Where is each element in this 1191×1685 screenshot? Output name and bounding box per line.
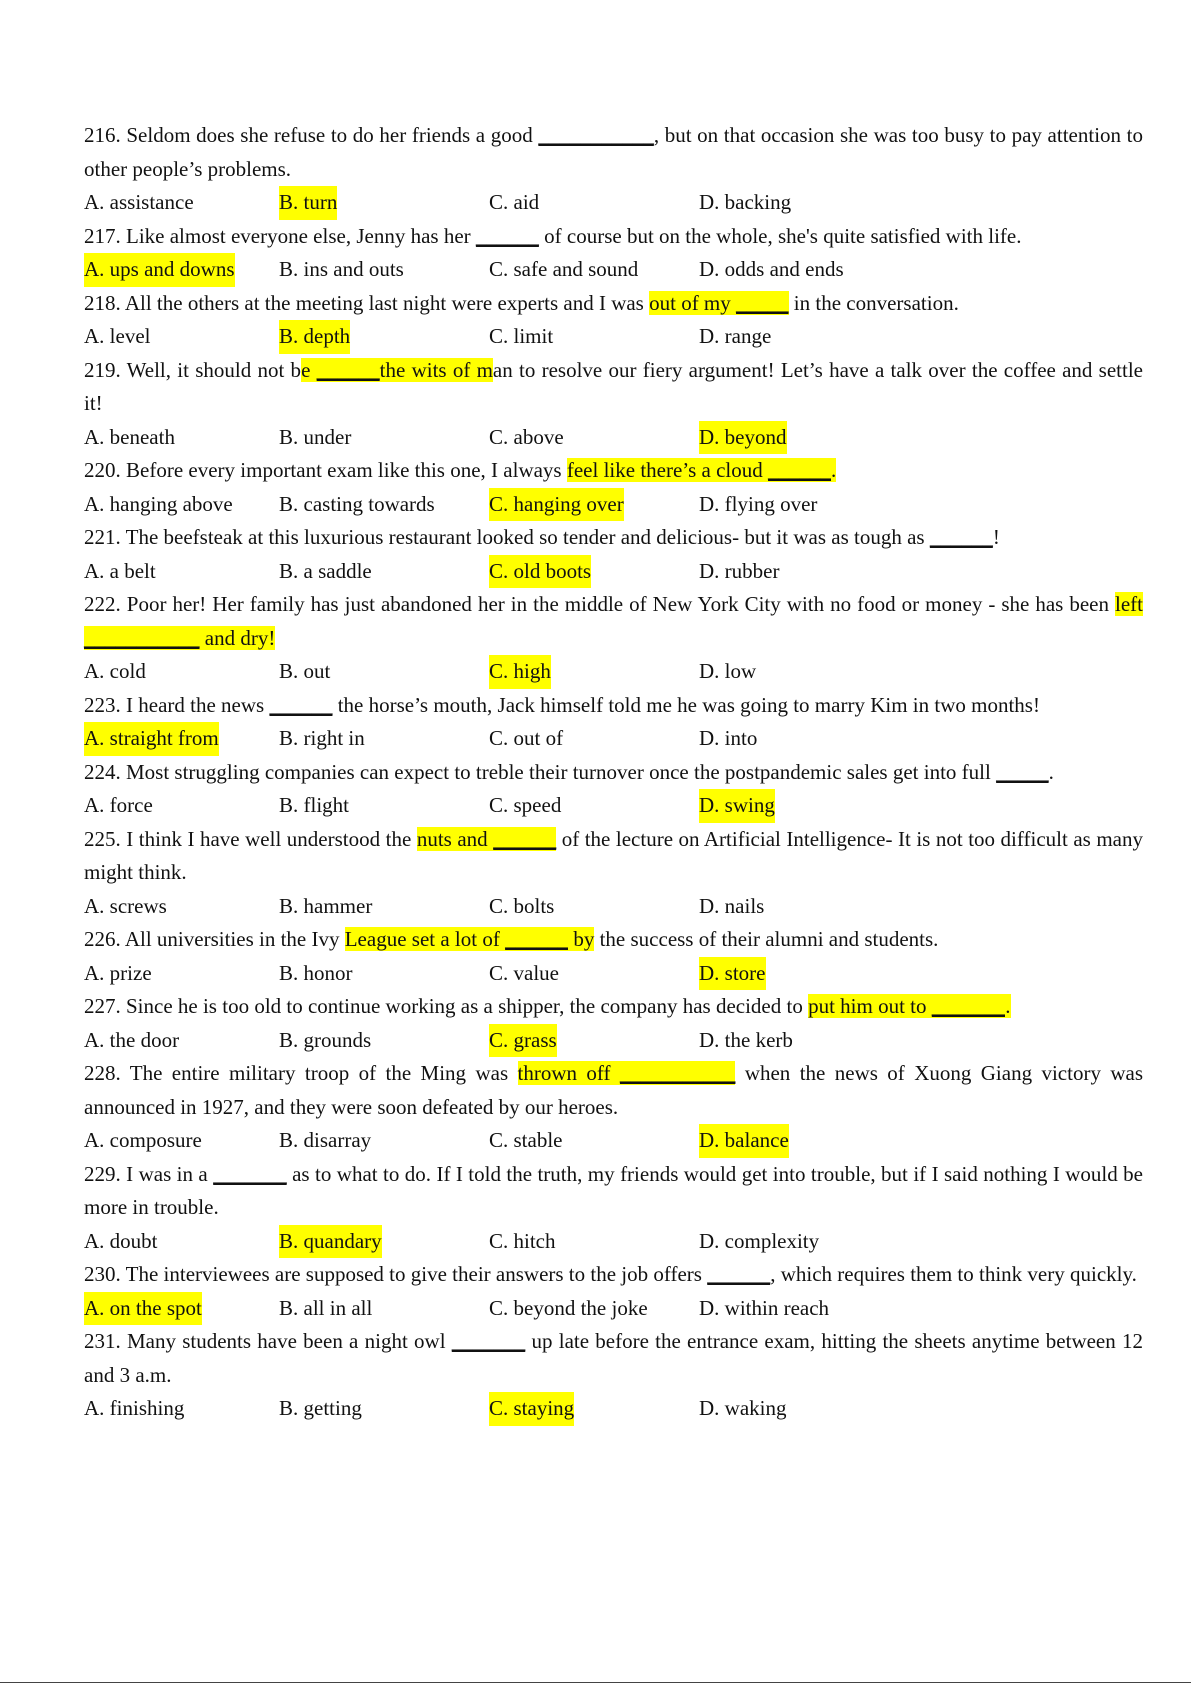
stem-text: . — [831, 458, 837, 482]
question-list — [84, 119, 1143, 1426]
stem-text: the success of their alumni and students. — [594, 927, 939, 951]
answer-blank: _____ — [736, 290, 789, 315]
options-row — [84, 1392, 1143, 1426]
stem-text: when the news of Xuong Giang victory was announced in 1927, and they were soon defeated by our heroes. — [84, 1061, 1144, 1119]
question-item — [84, 756, 1143, 823]
option-c-answer: C. old boots — [489, 555, 591, 589]
option-c-answer: C. staying — [489, 1392, 574, 1426]
option-d: D. rubber — [699, 558, 780, 583]
option-b: B. grounds — [279, 1027, 372, 1052]
stem-text: 226. All universities in the Ivy — [84, 927, 345, 951]
question-stem — [84, 521, 1143, 555]
options-row — [84, 1124, 1143, 1158]
options-row — [84, 1024, 1143, 1058]
question-stem — [84, 1158, 1143, 1225]
stem-text: 229. I was in a — [84, 1161, 214, 1186]
option-a: A. screws — [84, 893, 167, 918]
answer-blank: ___________ — [538, 123, 654, 147]
answer-blank: _____ — [996, 759, 1049, 784]
option-b-answer: B. quandary — [279, 1225, 382, 1259]
option-a: A. level — [84, 324, 151, 348]
option-a: A. a belt — [84, 558, 156, 583]
answer-blank: _______ — [931, 994, 1006, 1018]
answer-blank: ______ — [269, 692, 333, 717]
option-d: D. complexity — [699, 1228, 820, 1253]
option-c: C. above — [489, 424, 564, 449]
option-a: A. finishing — [84, 1396, 185, 1420]
question-stem — [84, 756, 1143, 790]
stem-text: of course but on the whole, she's quite satisfied with life. — [538, 223, 1022, 248]
options-row — [84, 655, 1143, 689]
question-item — [84, 287, 1143, 354]
option-b: B. under — [279, 424, 352, 449]
stem-text: , which requires them to think very quickly. — [770, 1262, 1137, 1286]
option-d: D. odds and ends — [699, 257, 844, 281]
options-row — [84, 890, 1143, 924]
option-b: B. getting — [279, 1396, 362, 1420]
option-d: D. the kerb — [699, 1027, 793, 1052]
question-stem — [84, 287, 1143, 321]
stem-text: e — [301, 357, 317, 382]
option-b: B. right in — [279, 726, 365, 750]
option-c-answer: C. grass — [489, 1024, 557, 1058]
stem-text: 230. The interviewees are supposed to give their answers to the job offers — [84, 1262, 708, 1286]
stem-text: 225. I think I have well understood the — [84, 826, 417, 851]
question-stem — [84, 454, 1143, 488]
option-b: B. flight — [279, 793, 350, 817]
stem-text: ! — [992, 525, 1000, 549]
question-stem — [84, 1258, 1143, 1292]
question-item — [84, 119, 1143, 220]
stem-text: . — [1048, 759, 1054, 784]
question-stem — [84, 923, 1143, 957]
options-row — [84, 488, 1143, 522]
question-item — [84, 1258, 1143, 1325]
stem-text: 228. The entire military troop of the Ming was — [84, 1061, 518, 1085]
question-stem — [84, 220, 1143, 254]
option-c: C. out of — [489, 726, 564, 750]
option-d-answer: D. balance — [699, 1124, 789, 1158]
options-row — [84, 1292, 1143, 1326]
option-c: C. stable — [489, 1128, 563, 1152]
option-a: A. hanging above — [84, 491, 233, 516]
options-row — [84, 789, 1143, 823]
question-stem — [84, 119, 1143, 186]
options-row — [84, 722, 1143, 756]
option-c-answer: C. high — [489, 655, 551, 689]
option-d-answer: D. swing — [699, 789, 775, 823]
options-row — [84, 421, 1143, 455]
option-b: B. out — [279, 659, 331, 683]
stem-text: left — [1115, 592, 1143, 616]
option-b-answer: B. depth — [279, 320, 350, 354]
options-row — [84, 186, 1143, 220]
option-a: A. the door — [84, 1027, 180, 1052]
stem-text: League set a lot of — [344, 927, 506, 951]
question-item — [84, 454, 1143, 521]
options-row — [84, 555, 1143, 589]
option-c: C. safe and sound — [489, 257, 639, 281]
answer-blank: ______ — [475, 223, 539, 248]
option-d: D. backing — [699, 190, 792, 214]
option-d: D. low — [699, 659, 757, 683]
option-b: B. hammer — [279, 893, 373, 918]
question-item — [84, 354, 1143, 455]
stem-text: and dry! — [199, 625, 276, 650]
options-row — [84, 253, 1143, 287]
stem-text: by — [568, 927, 595, 951]
question-stem — [84, 1057, 1143, 1124]
question-item — [84, 923, 1143, 990]
option-b: B. casting towards — [279, 491, 435, 516]
stem-text: out of my — [649, 290, 737, 315]
option-b-answer: B. turn — [279, 186, 337, 220]
option-a: A. beneath — [84, 424, 175, 449]
question-stem — [84, 823, 1143, 890]
question-item — [84, 1057, 1143, 1158]
option-d: D. waking — [699, 1396, 787, 1420]
stem-text: 219. Well, it should not b — [84, 357, 302, 382]
stem-text: . — [1005, 994, 1011, 1018]
option-a: A. force — [84, 793, 153, 817]
option-c-answer: C. hanging over — [489, 488, 624, 522]
stem-text: the horse’s mouth, Jack himself told me he was going to marry Kim in two months! — [332, 692, 1040, 717]
option-a-answer: A. on the spot — [84, 1292, 202, 1326]
stem-text: up late before the entrance exam, hitting the sheets anytime between 12 and 3 a.m. — [84, 1329, 1143, 1387]
stem-text: in the conversation. — [788, 290, 959, 315]
stem-text: of the lecture on Artificial Intelligence- It is not too difficult as many might think. — [84, 826, 1144, 884]
answer-blank: ______ — [316, 357, 380, 382]
footer-rule — [0, 1682, 1191, 1683]
stem-text: 224. Most struggling companies can expect to treble their turnover once the postpandemic sales get into full — [84, 759, 997, 784]
option-a-answer: A. ups and downs — [84, 253, 235, 287]
option-b: B. honor — [279, 960, 353, 985]
options-row — [84, 320, 1143, 354]
stem-text: 220. Before every important exam like this one, I always — [84, 458, 567, 482]
option-c: C. value — [489, 960, 559, 985]
answer-blank: _______ — [213, 1161, 287, 1186]
option-a-answer: A. straight from — [84, 722, 219, 756]
question-item — [84, 1325, 1143, 1426]
answer-blank: ______ — [493, 826, 557, 851]
question-item — [84, 689, 1143, 756]
answer-blank: ______ — [505, 927, 569, 951]
answer-blank: ___________ — [84, 625, 200, 650]
option-b: B. disarray — [279, 1128, 372, 1152]
stem-text: 221. The beefsteak at this luxurious restaurant looked so tender and delicious- but it was as tough as — [84, 525, 930, 549]
option-a: A. assistance — [84, 190, 194, 214]
stem-text: nuts and — [416, 826, 494, 851]
option-c: C. speed — [489, 793, 562, 817]
option-c: C. hitch — [489, 1228, 556, 1253]
stem-text: an to resolve our fiery argument! Let’s have a talk over the coffee and settle it! — [84, 357, 1144, 415]
stem-text: feel like there’s a cloud — [566, 458, 769, 482]
question-stem — [84, 354, 1143, 421]
question-item — [84, 823, 1143, 924]
stem-text: 216. Seldom does she refuse to do her friends a good — [84, 123, 539, 147]
answer-blank: _______ — [451, 1329, 526, 1353]
answer-blank: ___________ — [619, 1061, 736, 1085]
option-d-answer: D. store — [699, 957, 766, 991]
option-d: D. nails — [699, 893, 765, 918]
stem-text: 231. Many students have been a night owl — [84, 1329, 452, 1353]
option-c: C. aid — [489, 190, 540, 214]
answer-blank: ______ — [929, 525, 993, 549]
option-d-answer: D. beyond — [699, 421, 787, 455]
question-stem — [84, 588, 1143, 655]
answer-blank: ______ — [768, 458, 832, 482]
stem-text: the wits of m — [379, 357, 493, 382]
stem-text: 223. I heard the news — [84, 692, 270, 717]
question-stem — [84, 990, 1143, 1024]
option-c: C. bolts — [489, 893, 555, 918]
question-stem — [84, 1325, 1143, 1392]
answer-blank: ______ — [707, 1262, 771, 1286]
option-b: B. a saddle — [279, 558, 372, 583]
stem-text: 218. All the others at the meeting last night were experts and I was — [84, 290, 650, 315]
options-row — [84, 1225, 1143, 1259]
question-item — [84, 220, 1143, 287]
question-stem — [84, 689, 1143, 723]
question-item — [84, 1158, 1143, 1259]
option-a: A. prize — [84, 960, 152, 985]
stem-text: put him out to — [808, 994, 932, 1018]
stem-text: 222. Poor her! Her family has just abandoned her in the middle of New York City with no food or money - she has been — [84, 592, 1116, 616]
option-a: A. doubt — [84, 1228, 158, 1253]
option-d: D. range — [699, 324, 772, 348]
question-item — [84, 521, 1143, 588]
options-row — [84, 957, 1143, 991]
option-b: B. all in all — [279, 1295, 373, 1320]
option-c: C. beyond the joke — [489, 1295, 648, 1320]
option-a: A. cold — [84, 659, 146, 683]
stem-text: , but on that occasion she was too busy to pay attention to other people’s problems. — [84, 123, 1143, 181]
option-d: D. within reach — [699, 1295, 830, 1320]
option-d: D. flying over — [699, 491, 818, 516]
stem-text: 227. Since he is too old to continue working as a shipper, the company has decided to — [84, 994, 809, 1018]
option-c: C. limit — [489, 324, 554, 348]
option-b: B. ins and outs — [279, 257, 404, 281]
option-d: D. into — [699, 726, 758, 750]
question-item — [84, 990, 1143, 1057]
stem-text: 217. Like almost everyone else, Jenny has her — [84, 223, 476, 248]
stem-text: as to what to do. If I told the truth, my friends would get into trouble, but if I said nothing I would be more in trouble. — [84, 1161, 1143, 1219]
stem-text: thrown off — [517, 1061, 620, 1085]
option-a: A. composure — [84, 1128, 202, 1152]
question-item — [84, 588, 1143, 689]
